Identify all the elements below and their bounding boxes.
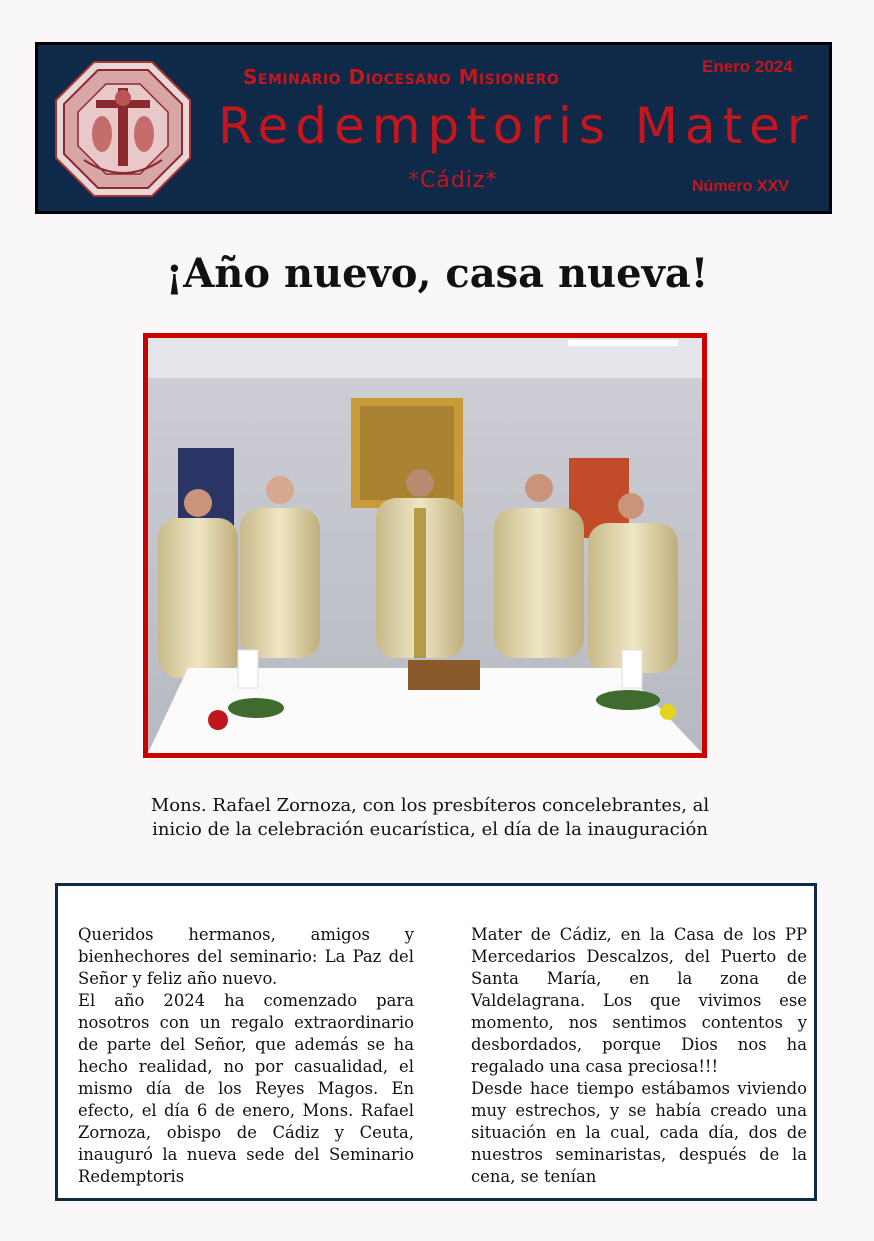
page-headline: ¡Año nuevo, casa nueva! (165, 250, 709, 297)
masthead-banner (35, 42, 832, 214)
article-box (55, 883, 817, 1201)
article-paragraph: Mater de Cádiz, en la Casa de los PP Mercedarios Descalzos, del Puerto de Santa María, en la zona de Valdelagrana. Los que vivimos ese momento, nos sentimos contentos y desbordados, porque Dios nos ha regalado una casa preciosa!!! (471, 925, 807, 1076)
newsletter-city: *Cádiz* (408, 168, 498, 193)
article-column-right (471, 924, 807, 1188)
article-paragraph: Desde hace tiempo estábamos viviendo muy estrechos, y se había creado una situación en la cual, cada día, dos de nuestros seminaristas, después de la cena, se tenían (471, 1079, 807, 1186)
seminary-seal-logo (54, 60, 192, 198)
liturgy-photo (143, 333, 707, 758)
article-column-left (78, 924, 414, 1188)
issue-number: Número XXV (692, 178, 789, 195)
issue-date: Enero 2024 (702, 57, 793, 76)
photo-caption: Mons. Rafael Zornoza, con los presbíteros concelebrantes, al inicio de la celebración eucarística, el día de la inauguración (150, 795, 710, 840)
seminary-name: Seminario Diocesano Misionero (243, 65, 560, 89)
article-paragraph: El año 2024 ha comenzado para nosotros con un regalo extraordinario de parte del Señor, que además se ha hecho realidad, no por casualidad, el mismo día de los Reyes Magos. En efecto, el día 6 de enero, Mons. Rafael Zornoza, obispo de Cádiz y Ceuta, inauguró la nueva sede del Seminario Redemptoris (78, 991, 414, 1186)
newsletter-title: Redemptoris Mater (218, 97, 815, 155)
article-paragraph: Queridos hermanos, amigos y bienhechores del seminario: La Paz del Señor y feliz año nuevo. (78, 925, 414, 988)
